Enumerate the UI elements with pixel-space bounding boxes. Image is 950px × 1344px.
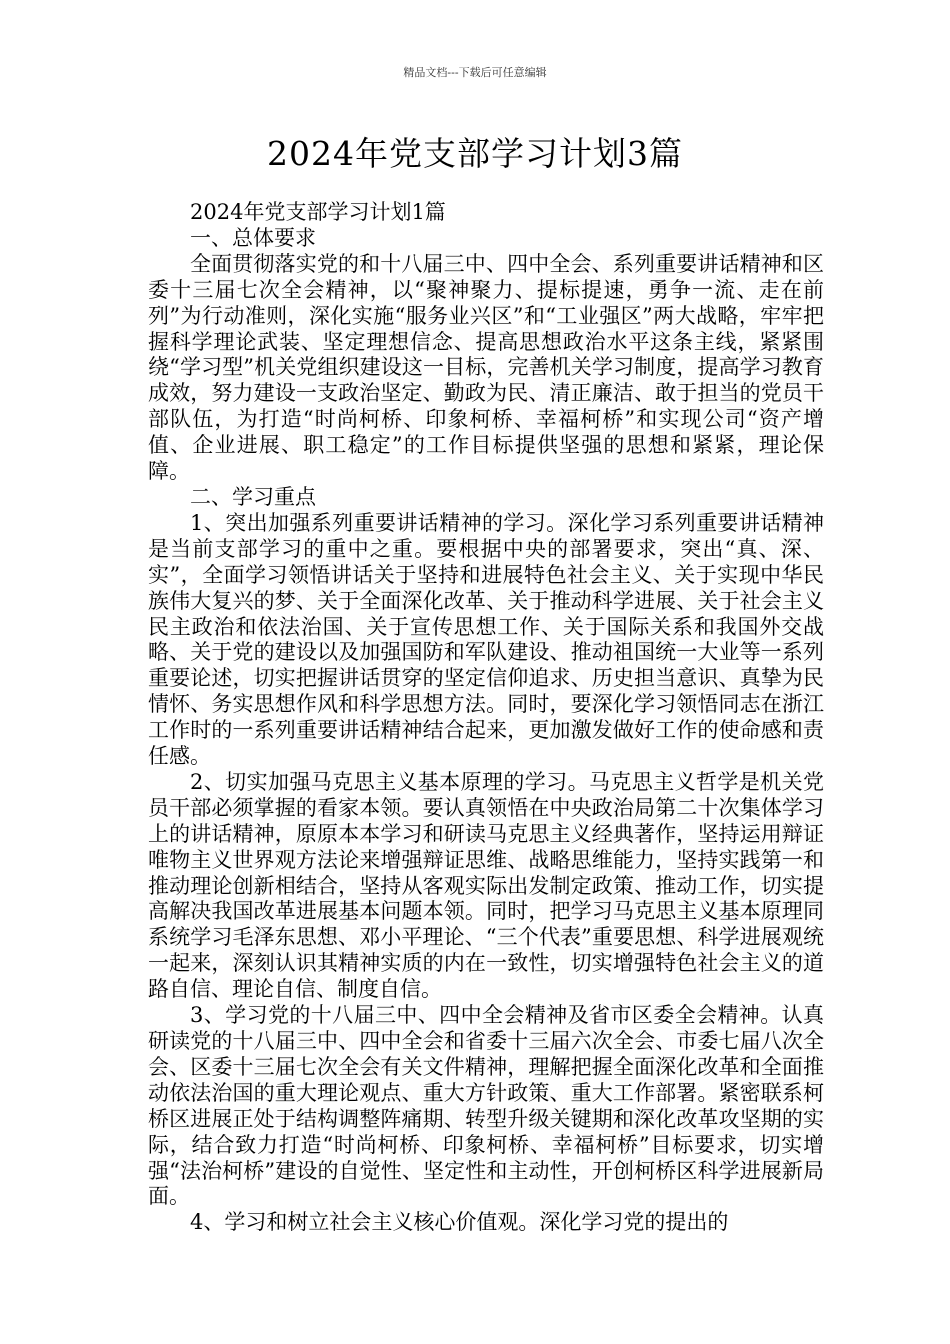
paragraph-focus-2: 2、切实加强马克思主义基本原理的学习。马克思主义哲学是机关党员干部必须掌握的看家本领。要认真领悟在中央政治局第二十次集体学习上的讲话精神，原原本本学习和研读马克思主义经典著作，坚持运用辩证唯物主义世界观方法论来增强辩证思维、战略思维能力，坚持实践第一和推动理论创新相结合，坚持从客观实际出发制定政策、推动工作，切实提高解决我国改革进展基本问题本领。同时，把学习马克思主义基本原理同系统学习毛泽东思想、邓小平理论、“三个代表”重要思想、科学进展观统一起来，深刻认识其精神实质的内在一致性，切实增强特色社会主义的道路自信、理论自信、制度自信。	[148, 769, 824, 1002]
paragraph-focus-4: 4、学习和树立社会主义核心价值观。深化学习党的提出的	[190, 1210, 729, 1235]
paragraph-focus-3: 3、学习党的十八届三中、四中全会精神及省市区委全会精神。认真研读党的十八届三中、四中全会和省委十三届六次全会、市委七届八次全会、区委十三届七次全会有关文件精神，理解把握全面深化改革和全面推动依法治国的重大理论观点、重大方针政策、重大工作部署。紧密联系柯桥区进展正处于结构调整阵痛期、转型升级关键期和深化改革攻坚期的实际，结合致力打造“时尚柯桥、印象柯桥、幸福柯桥”目标要求，切实增强“法治柯桥”建设的自觉性、坚定性和主动性，开创柯桥区科学进展新局面。	[148, 1003, 824, 1209]
paragraph-focus-1: 1、突出加强系列重要讲话精神的学习。深化学习系列重要讲话精神是当前支部学习的重中之重。要根据中央的部署要求，突出“真、深、实”，全面学习领悟讲话关于坚持和进展特色社会主义、关于实现中华民族伟大复兴的梦、关于全面深化改革、关于推动科学进展、关于社会主义民主政治和依法治国、关于宣传思想工作、关于国际关系和我国外交战略、关于党的建设以及加强国防和军队建设、推动祖国统一大业等一系列重要论述，切实把握讲话贯穿的坚定信仰追求、历史担当意识、真挚为民情怀、务实思想作风和科学思想方法。同时，要深化学习领悟同志在浙江工作时的一系列重要讲话精神结合起来，更加激发做好工作的使命感和责任感。	[148, 510, 824, 769]
paragraph-general-requirements: 全面贯彻落实党的和十八届三中、四中全会、系列重要讲话精神和区委十三届七次全会精神，以“聚神聚力、提标提速，勇争一流、走在前列”为行动准则，深化实施“服务业兴区”和“工业强区”两大战略，牢牢把握科学理论武装、坚定理想信念、提高思想政治水平这条主线，紧紧围绕“学习型”机关党组织建设这一目标，完善机关学习制度，提高学习教育成效，努力建设一支政治坚定、勤政为民、清正廉洁、敢于担当的党员干部队伍，为打造“时尚柯桥、印象柯桥、幸福柯桥”和实现公司“资产增值、企业进展、职工稳定”的工作目标提供坚强的思想和紧紧，理论保障。	[148, 251, 824, 484]
subtitle-paragraph: 2024年党支部学习计划1篇	[190, 200, 446, 224]
document-body	[148, 200, 824, 1236]
document-title: 2024年党支部学习计划3篇	[267, 134, 683, 173]
section-heading-study-focus: 二、学习重点	[190, 484, 316, 509]
section-heading-general-requirements: 一、总体要求	[190, 225, 316, 250]
header-note: 精品文档---下载后可任意编辑	[403, 66, 547, 79]
